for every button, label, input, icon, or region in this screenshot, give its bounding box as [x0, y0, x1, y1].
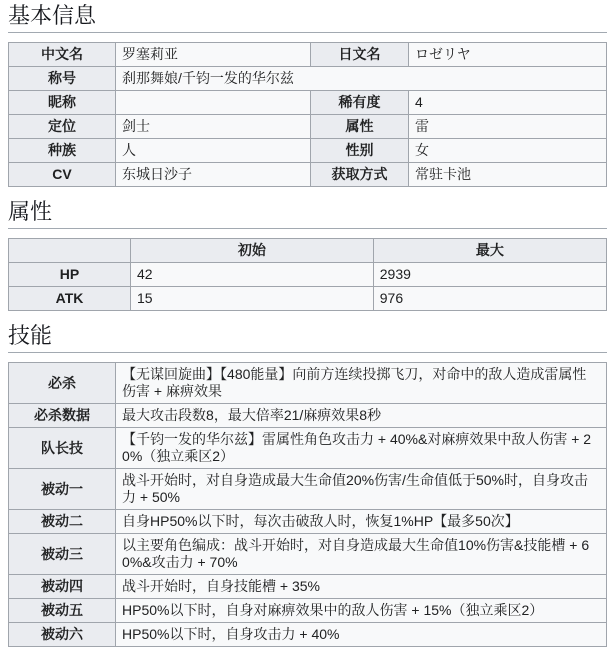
skill-desc-ultimate-data: 最大攻击段数8，最大倍率21/麻痹效果8秒: [116, 404, 607, 428]
field-value-nickname: [116, 91, 311, 115]
skill-desc-leader: 【千钧一发的华尔兹】雷属性角色攻击力 + 40%&对麻痹效果中敌人伤害 + 20%（独立乘区2）: [116, 428, 607, 469]
skill-label-leader: 队长技: [9, 428, 116, 469]
table-row: [9, 287, 607, 311]
field-label-rarity: 稀有度: [310, 91, 408, 115]
field-label-element: 属性: [310, 115, 408, 139]
skill-row: [9, 575, 607, 599]
stats-heading: 属性: [8, 199, 607, 229]
skill-desc-ultimate: 【无谋回旋曲】【480能量】向前方连续投掷飞刀，对命中的敌人造成雷属性伤害 + 麻痹效果: [116, 363, 607, 404]
skill-label-passive-6: 被动六: [9, 623, 116, 647]
skill-label-passive-1: 被动一: [9, 469, 116, 510]
skill-desc-passive-1: 战斗开始时，对自身造成最大生命值20%伤害/生命值低于50%时，自身攻击力 + 50%: [116, 469, 607, 510]
skill-row: [9, 599, 607, 623]
field-label-cv: CV: [9, 163, 116, 187]
skill-row: [9, 363, 607, 404]
stats-col-initial: 初始: [130, 239, 373, 263]
field-label-nickname: 昵称: [9, 91, 116, 115]
field-value-race: 人: [116, 139, 311, 163]
field-value-element: 雷: [409, 115, 607, 139]
stat-atk-max: 976: [373, 287, 606, 311]
skill-desc-passive-4: 战斗开始时，自身技能槽 + 35%: [116, 575, 607, 599]
skill-row: [9, 510, 607, 534]
field-value-cv: 东城日沙子: [116, 163, 311, 187]
skills-table: [8, 362, 607, 647]
skill-desc-passive-2: 自身HP50%以下时，每次击破敌人时，恢复1%HP【最多50次】: [116, 510, 607, 534]
field-value-title: 刹那舞娘/千钧一发的华尔兹: [116, 67, 607, 91]
skill-label-passive-2: 被动二: [9, 510, 116, 534]
table-row: [9, 115, 607, 139]
field-value-rarity: 4: [409, 91, 607, 115]
table-row: [9, 139, 607, 163]
skill-row: [9, 623, 607, 647]
field-value-japanese-name: ロゼリヤ: [409, 43, 607, 67]
basic-info-heading: 基本信息: [8, 3, 607, 33]
stats-corner-cell: [9, 239, 131, 263]
skill-row: [9, 534, 607, 575]
stats-col-max: 最大: [373, 239, 606, 263]
skill-row: [9, 428, 607, 469]
field-label-title: 称号: [9, 67, 116, 91]
field-value-chinese-name: 罗塞莉亚: [116, 43, 311, 67]
skill-label-passive-4: 被动四: [9, 575, 116, 599]
skills-heading: 技能: [8, 323, 607, 353]
field-label-gender: 性别: [310, 139, 408, 163]
skill-label-passive-5: 被动五: [9, 599, 116, 623]
field-label-japanese-name: 日文名: [310, 43, 408, 67]
stat-label-atk: ATK: [9, 287, 131, 311]
skill-desc-passive-6: HP50%以下时，自身攻击力 + 40%: [116, 623, 607, 647]
field-label-race: 种族: [9, 139, 116, 163]
table-row: [9, 43, 607, 67]
skill-label-ultimate: 必杀: [9, 363, 116, 404]
stat-atk-initial: 15: [130, 287, 373, 311]
table-row: [9, 91, 607, 115]
skill-row: [9, 469, 607, 510]
stat-label-hp: HP: [9, 263, 131, 287]
field-value-obtain: 常驻卡池: [409, 163, 607, 187]
skill-label-passive-3: 被动三: [9, 534, 116, 575]
skill-desc-passive-3: 以主要角色编成：战斗开始时，对自身造成最大生命值10%伤害&技能槽 + 60%&攻击力 + 70%: [116, 534, 607, 575]
field-value-gender: 女: [409, 139, 607, 163]
table-row: [9, 263, 607, 287]
field-label-chinese-name: 中文名: [9, 43, 116, 67]
basic-info-table: [8, 42, 607, 187]
stat-hp-max: 2939: [373, 263, 606, 287]
skill-desc-passive-5: HP50%以下时，自身对麻痹效果中的敌人伤害 + 15%（独立乘区2）: [116, 599, 607, 623]
stats-table: [8, 238, 607, 311]
table-row: [9, 163, 607, 187]
skill-label-ultimate-data: 必杀数据: [9, 404, 116, 428]
skill-row: [9, 404, 607, 428]
table-header-row: [9, 239, 607, 263]
stat-hp-initial: 42: [130, 263, 373, 287]
field-label-obtain: 获取方式: [310, 163, 408, 187]
field-label-role: 定位: [9, 115, 116, 139]
table-row: [9, 67, 607, 91]
field-value-role: 剑士: [116, 115, 311, 139]
